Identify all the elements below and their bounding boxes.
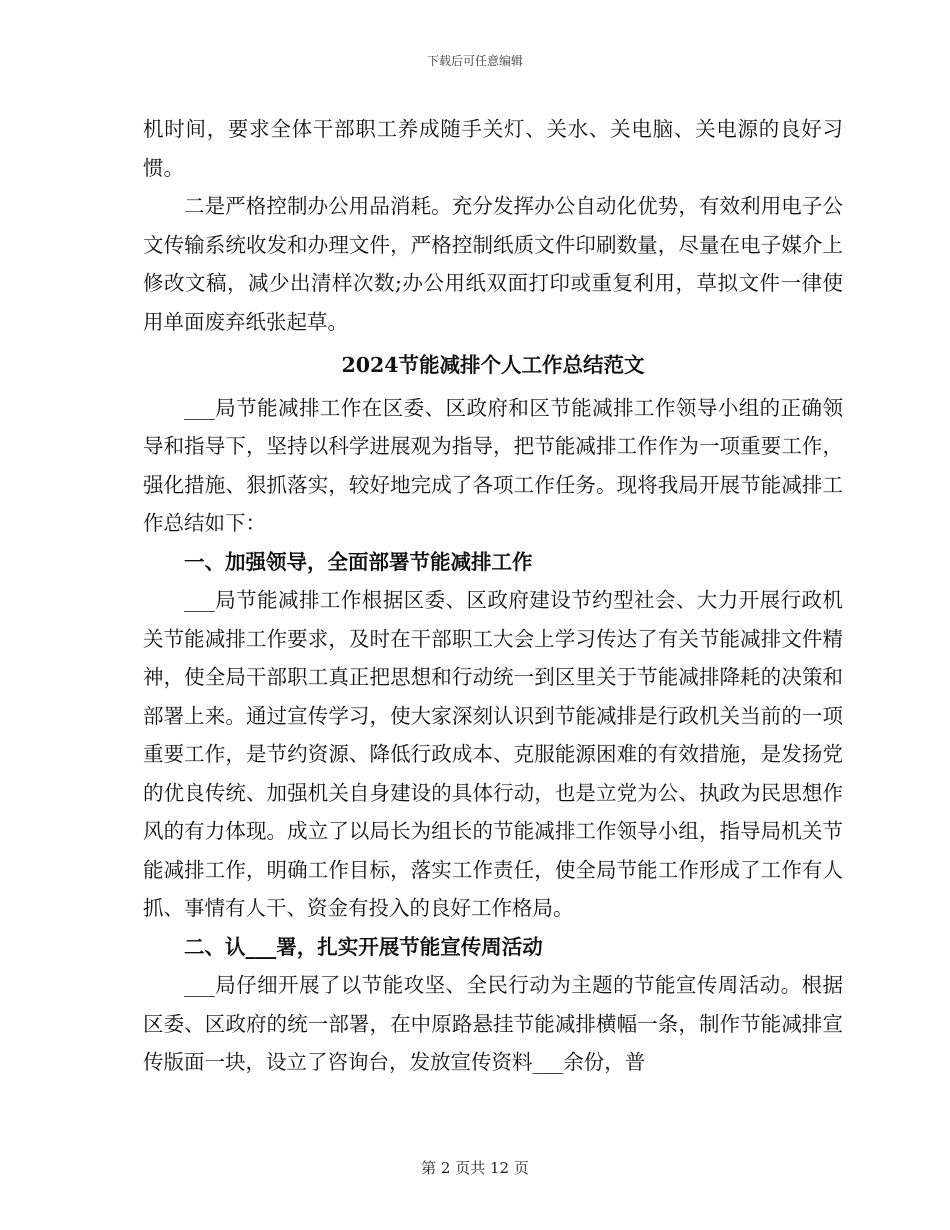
section-heading-1: 一、加强领导，全面部署节能减排工作 [184,549,533,574]
document-body [143,110,843,1082]
page-header: 下载后可任意编辑 [426,54,523,68]
section-heading-2: 二、认___署，扎实开展节能宣传周活动 [184,934,543,959]
paragraph-intro: ___局节能减排工作在区委、区政府和区节能减排工作领导小组的正确领导和指导下，坚持以科学进展观为指导，把节能减排工作作为一项重要工作，强化措施、狠抓落实，较好地完成了各项工作任务。现将我局开展节能减排工作总结如下： [143,395,843,535]
paragraph-section-2: ___局仔细开展了以节能攻坚、全民行动为主题的节能宣传周活动。根据区委、区政府的统一部署，在中原路悬挂节能减排横幅一条，制作节能减排宣传版面一块，设立了咨询台，发放宣传资料___余份，普 [143,973,843,1074]
paragraph-continued: 机时间，要求全体干部职工养成随手关灯、关水、关电脑、关电源的良好习惯。 [143,117,843,180]
paragraph-section-1: ___局节能减排工作根据区委、区政府建设节约型社会、大力开展行政机关节能减排工作要求，及时在干部职工大会上学习传达了有关节能减排文件精神，使全局干部职工真正把思想和行动统一到区里关于节能减排降耗的决策和部署上来。通过宣传学习，使大家深刻认识到节能减排是行政机关当前的一项重要工作，是节约资源、降低行政成本、克服能源困难的有效措施，是发扬党的优良传统、加强机关自身建设的具体行动，也是立党为公、执政为民思想作风的有力体现。成立了以局长为组长的节能减排工作领导小组，指导局机关节能减排工作，明确工作目标，落实工作责任，使全局节能工作形成了工作有人抓、事情有人干、资金有投入的良好工作格局。 [143,588,843,920]
paragraph-office-supplies: 二是严格控制办公用品消耗。充分发挥办公自动化优势，有效利用电子公文传输系统收发和办理文件，严格控制纸质文件印刷数量，尽量在电子媒介上修改文稿，减少出清样次数;办公用纸双面打印或重复利用，草拟文件一律使用单面废弃纸张起草。 [143,194,843,334]
document-title: 2024节能减排个人工作总结范文 [341,353,645,377]
page-footer: 第 2 页共 12 页 [421,1159,529,1177]
